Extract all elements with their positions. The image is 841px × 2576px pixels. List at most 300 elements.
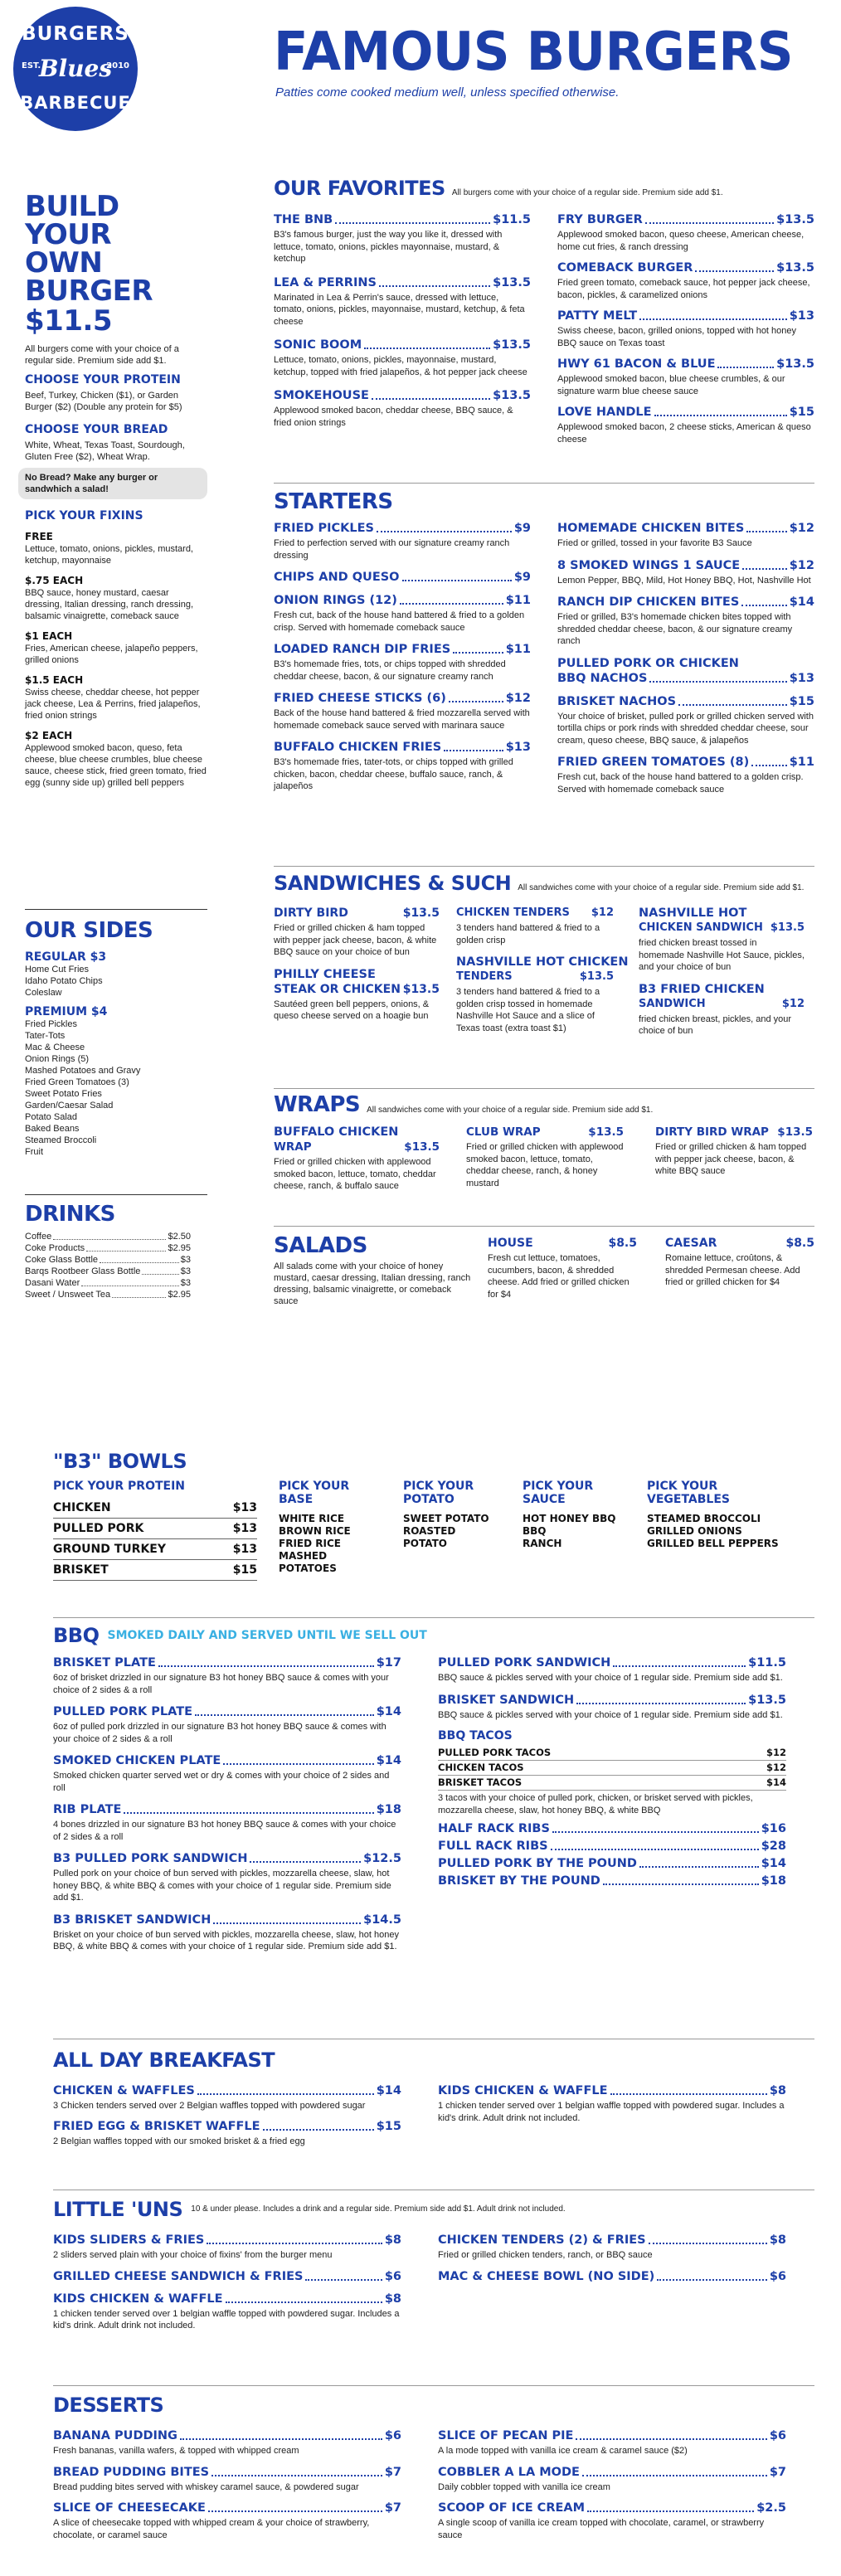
- bowl-option: STEAMED BROCCOLI: [647, 1513, 761, 1524]
- wraps-header: [274, 1093, 653, 1116]
- drink-name: Dasani Water: [25, 1278, 80, 1288]
- item-price: $13.5: [776, 357, 814, 371]
- item-name: SCOOP OF ICE CREAM: [438, 2501, 586, 2515]
- kids-header: [53, 2198, 566, 2221]
- divider: [53, 1617, 814, 1618]
- item-name: BRISKET BY THE POUND: [438, 1874, 600, 1888]
- drink-price: $3: [180, 1278, 191, 1288]
- divider: [274, 1226, 814, 1227]
- item-price: $18: [761, 1874, 786, 1888]
- side-item: Sweet Potato Fries: [25, 1089, 102, 1099]
- item-price: $9: [513, 522, 531, 535]
- bowls-title: "B3" BOWLS: [53, 1450, 187, 1473]
- bbq-header: [53, 1624, 427, 1647]
- item-name: FRIED GREEN TOMATOES (8): [557, 756, 750, 769]
- menu-item: [53, 1851, 401, 1904]
- menu-item: [438, 2465, 786, 2494]
- bbq-left: [53, 1655, 401, 1961]
- item-description: BBQ sauce & pickles served with your choice of 1 regular side. Premium side add $1.: [438, 1673, 783, 1683]
- drink-row: [25, 1277, 191, 1289]
- dot-leader: [576, 1703, 746, 1704]
- menu-item: [488, 1236, 637, 1300]
- item-name: CHICKEN & WAFFLES: [53, 2084, 195, 2097]
- wrap-col-2: [466, 1125, 624, 1198]
- menu-item: [53, 2119, 401, 2148]
- wrap-col-1: [274, 1125, 440, 1201]
- protein-options: Beef, Turkey, Chicken ($1), or Garden Burger ($2) (Double any protein for $5): [25, 391, 182, 412]
- item-name: SMOKEHOUSE: [274, 389, 369, 402]
- item-title-line: [557, 521, 814, 536]
- item-price: $15: [789, 694, 814, 708]
- item-price: $13.5: [402, 982, 440, 996]
- item-title-line: [665, 1236, 814, 1251]
- item-description: Marinated in Lea & Perrin's sauce, dressed with lettuce, tomato, onions, pickles, mayonnaise, mustard, ketchup, & feta cheese: [274, 292, 525, 327]
- dot-leader: [335, 222, 490, 224]
- bowl-option: GRILLED ONIONS: [647, 1525, 742, 1537]
- item-title-line: [438, 1693, 786, 1708]
- item-title-line: [274, 642, 531, 657]
- item-price: $11.5: [748, 1656, 786, 1670]
- item-price: $13: [505, 741, 531, 754]
- item-title-line: [557, 309, 814, 323]
- dot-leader: [124, 1812, 373, 1814]
- dot-leader: [576, 2438, 766, 2440]
- item-price: $13.5: [776, 261, 814, 275]
- page-title: FAMOUS BURGERS: [274, 22, 794, 83]
- dot-leader: [695, 270, 774, 272]
- bowl-protein-row: [53, 1519, 257, 1539]
- item-title-line: [557, 558, 814, 573]
- drinks-list: [25, 1231, 191, 1300]
- dot-leader: [657, 2279, 767, 2281]
- side-item: Baked Beans: [25, 1124, 80, 1134]
- item-price: $15: [789, 406, 814, 419]
- item-name: B3 PULLED PORK SANDWICH: [53, 1852, 248, 1865]
- item-title-line: [53, 1704, 401, 1719]
- regular-sides-heading: REGULAR $3: [25, 950, 107, 964]
- starters-right: [557, 521, 814, 804]
- menu-item: [557, 558, 814, 587]
- item-title-line: [274, 982, 440, 997]
- item-price: $8: [769, 2233, 786, 2247]
- item-title-line: [557, 595, 814, 610]
- dot-leader: [213, 1922, 361, 1924]
- side-item: Coleslaw: [25, 988, 62, 998]
- taco-price: $12: [766, 1762, 786, 1773]
- dot-leader: [81, 1277, 179, 1286]
- item-name: FULL RACK RIBS: [438, 1840, 548, 1853]
- taco-price: $12: [766, 1747, 786, 1758]
- item-name: HOUSE: [488, 1237, 533, 1250]
- favorites-left: [274, 212, 531, 439]
- item-name: LOADED RANCH DIP FRIES: [274, 643, 451, 656]
- item-description: A single scoop of vanilla ice cream topped with chocolate, caramel, or strawberry sauce: [438, 2518, 765, 2540]
- dot-leader: [654, 415, 787, 416]
- menu-item: [274, 906, 440, 959]
- item-price: $12: [781, 997, 805, 1010]
- favorites-note: All burgers come with your choice of a regular side. Premium side add $1.: [451, 188, 723, 197]
- bowls-base: [279, 1480, 378, 1575]
- menu-item: [438, 2233, 786, 2262]
- drinks-title: DRINKS: [25, 1202, 115, 1227]
- item-description: Fried or grilled chicken & ham topped with pepper jack cheese, bacon, & white BBQ sauce: [655, 1142, 807, 1176]
- item-title-line: [53, 2233, 401, 2248]
- bowl-option: SWEET POTATO: [403, 1513, 489, 1524]
- menu-item: [557, 357, 814, 397]
- kids-title: LITTLE 'UNS: [53, 2198, 183, 2221]
- item-price: $14: [376, 2084, 401, 2097]
- item-name: LOVE HANDLE: [557, 406, 652, 419]
- item-name: 8 SMOKED WINGS 1 SAUCE: [557, 558, 741, 572]
- item-name: SMOKED CHICKEN PLATE: [53, 1754, 221, 1767]
- desserts-left: [53, 2428, 401, 2549]
- drink-name: Sweet / Unsweet Tea: [25, 1290, 111, 1300]
- fixins-tier-options: Applewood smoked bacon, queso, feta cheese, blue cheese crumbles, blue cheese sauce, cheese stick, fried green tomato, fried egg (sunny side up) grilled bell peppers: [25, 743, 207, 788]
- bowls-potato: [403, 1480, 503, 1550]
- bowl-option-heading: PICK YOUR VEGETABLES: [647, 1480, 730, 1506]
- item-title-line: [438, 2465, 786, 2480]
- menu-item: [53, 2465, 401, 2494]
- side-item: Steamed Broccoli: [25, 1135, 97, 1145]
- starters-title: STARTERS: [274, 489, 393, 514]
- byob-price: $11.5: [25, 304, 113, 338]
- dot-leader: [402, 580, 512, 581]
- bread-heading: CHOOSE YOUR BREAD: [25, 423, 168, 436]
- side-item: Home Cut Fries: [25, 965, 90, 975]
- menu-item: [438, 2501, 786, 2541]
- bowl-option-heading: PICK YOUR POTATO: [403, 1480, 474, 1506]
- logo-bottom-text: BARBECUE: [20, 93, 131, 113]
- side-item: Garden/Caesar Salad: [25, 1101, 114, 1111]
- dot-leader: [746, 531, 786, 532]
- bowls-protein-heading: PICK YOUR PROTEIN: [53, 1480, 186, 1493]
- item-price: $11: [505, 594, 531, 607]
- item-price: $14: [376, 1705, 401, 1718]
- item-title-line: [53, 2501, 401, 2515]
- dot-leader: [208, 2510, 382, 2512]
- taco-row: [438, 1761, 786, 1776]
- byob-title: BUILD YOUR: [25, 190, 119, 251]
- sandwiches-note: All sandwiches come with your choice of a regular side. Premium side add $1.: [518, 883, 805, 892]
- menu-item: [53, 2269, 401, 2284]
- bbq-tacos-heading: BBQ TACOS: [438, 1729, 513, 1742]
- logo-year: 2010: [106, 61, 129, 70]
- bowl-protein-price: $13: [232, 1543, 257, 1556]
- bowl-option: FRIED RICE: [279, 1538, 341, 1549]
- item-name: BBQ NACHOS: [557, 671, 648, 685]
- dot-leader: [364, 348, 490, 349]
- item-description: Fried or grilled, B3's homemade chicken bites topped with shredded cheddar cheese, bacon, & our signature creamy ranch: [557, 612, 793, 646]
- bowl-option: RANCH: [523, 1538, 562, 1549]
- bowl-protein-name: CHICKEN: [53, 1501, 111, 1514]
- side-item: Fried Green Tomatoes (3): [25, 1077, 129, 1087]
- dot-leader: [180, 2438, 382, 2440]
- item-description: Fried or grilled chicken tenders, ranch, or BBQ sauce: [438, 2250, 653, 2260]
- item-price: $13.5: [748, 1693, 786, 1707]
- item-title-line: [466, 1125, 624, 1140]
- dot-leader: [678, 704, 787, 706]
- item-description: BBQ sauce & pickles served with your choice of 1 regular side. Premium side add $1.: [438, 1709, 783, 1720]
- item-title-line: [639, 997, 805, 1012]
- item-name: LEA & PERRINS: [274, 275, 377, 289]
- item-name: COMEBACK BURGER: [557, 261, 693, 275]
- menu-item: [53, 1753, 401, 1794]
- item-name-line1: PULLED PORK OR CHICKEN: [557, 656, 739, 670]
- item-description: Lettuce, tomato, onions, pickles, mayonnaise, mustard, ketchup, topped with fried jalapeños, & hot pepper jack cheese: [274, 355, 527, 377]
- item-title-line: [53, 2428, 401, 2443]
- menu-item: [53, 1802, 401, 1843]
- dot-leader: [639, 1866, 759, 1868]
- dot-leader: [372, 398, 490, 400]
- bowl-protein-price: $15: [232, 1563, 257, 1577]
- item-description: Applewood smoked bacon, 2 cheese sticks, American & queso cheese: [557, 422, 811, 445]
- item-description: Applewood smoked bacon, blue cheese crumbles, & our signature warm blue cheese sauce: [557, 374, 785, 396]
- item-name: PULLED PORK SANDWICH: [438, 1656, 611, 1670]
- wrap-col-3: [655, 1125, 813, 1186]
- bbq-extra-list: [438, 1821, 786, 1888]
- item-title-line: [53, 1851, 401, 1866]
- menu-item: [665, 1236, 814, 1289]
- fixins-tier-options: Lettuce, tomato, onions, pickles, mustard, ketchup, mayonnaise: [25, 544, 193, 566]
- item-description: Fried or grilled, tossed in your favorite B3 Sauce: [557, 538, 752, 548]
- item-name-line1: B3 FRIED CHICKEN: [639, 982, 765, 996]
- item-price: $8.5: [608, 1237, 637, 1250]
- menu-item: [639, 982, 805, 1038]
- item-name: HWY 61 BACON & BLUE: [557, 357, 716, 371]
- salad-house: [488, 1236, 637, 1309]
- item-name: SLICE OF PECAN PIE: [438, 2429, 574, 2442]
- bowl-protein-name: GROUND TURKEY: [53, 1543, 167, 1556]
- side-item: Onion Rings (5): [25, 1054, 90, 1064]
- item-price: $7: [384, 2465, 401, 2479]
- item-description: Fresh cut lettuce, tomatoes, cucumbers, bacon, & shredded cheese. Add fried or grilled chicken for $4: [488, 1253, 630, 1300]
- drink-price: $2.95: [168, 1290, 191, 1300]
- item-title-line: [53, 2292, 401, 2306]
- bowl-protein-name: PULLED PORK: [53, 1522, 144, 1535]
- item-title-line: [557, 755, 814, 770]
- item-name-line1: PHILLY CHEESE: [274, 967, 376, 981]
- item-name: SLICE OF CHEESECAKE: [53, 2501, 206, 2515]
- dot-leader: [742, 568, 787, 570]
- item-title-line: [53, 1655, 401, 1670]
- item-name: HALF RACK RIBS: [438, 1822, 550, 1835]
- menu-item: [274, 593, 531, 634]
- item-description: Swiss cheese, bacon, grilled onions, topped with hot honey BBQ sauce on Texas toast: [557, 326, 797, 348]
- item-description: Fried to perfection served with our signature creamy ranch dressing: [274, 538, 510, 561]
- bowl-protein-price: $13: [232, 1501, 257, 1514]
- bowl-option-heading: PICK YOUR BASE: [279, 1480, 350, 1506]
- bbq-tacos-desc: 3 tacos with your choice of pulled pork, chicken, or brisket served with pickles, mozzarella cheese, slaw, hot honey BBQ, & white BBQ: [438, 1793, 753, 1815]
- desserts-right: [438, 2428, 786, 2549]
- sandwich-col-1: [274, 906, 440, 1031]
- bowl-protein-row: [53, 1560, 257, 1581]
- item-name: B3 BRISKET SANDWICH: [53, 1913, 211, 1927]
- item-description: Brisket on your choice of bun served with pickles, mozzarella cheese, slaw, hot honey BBQ, & white BBQ & comes with your choice of 1 regular side. Premium side add $1.: [53, 1929, 399, 1951]
- menu-item: [466, 1125, 624, 1189]
- dot-leader: [613, 1665, 746, 1667]
- wraps-note: All sandwiches come with your choice of a regular side. Premium side add $1.: [367, 1106, 654, 1115]
- item-name: CHICKEN TENDERS (2) & FRIES: [438, 2233, 646, 2247]
- item-name: KIDS SLIDERS & FRIES: [53, 2233, 205, 2247]
- menu-item: [438, 2269, 786, 2284]
- item-name-line1: BUFFALO CHICKEN: [274, 1125, 399, 1139]
- item-description: Applewood smoked bacon, queso cheese, American cheese, home cut fries, & ranch dressing: [557, 230, 805, 252]
- taco-name: CHICKEN TACOS: [438, 1762, 524, 1773]
- item-title-line: [53, 2119, 401, 2134]
- menu-item: [274, 691, 531, 731]
- item-name: COBBLER A LA MODE: [438, 2465, 580, 2479]
- bowl-option-heading: PICK YOUR SAUCE: [523, 1480, 594, 1506]
- item-name: CAESAR: [665, 1237, 717, 1250]
- menu-item: [557, 694, 814, 747]
- menu-item: [438, 1655, 786, 1684]
- item-title-line: [53, 1913, 401, 1927]
- item-title-line: [655, 1125, 813, 1140]
- dot-leader: [305, 2279, 382, 2281]
- item-name: RANCH DIP CHICKEN BITES: [557, 595, 740, 609]
- menu-item: [53, 2501, 401, 2541]
- protein-heading: CHOOSE YOUR PROTEIN: [25, 373, 181, 386]
- menu-item: [557, 755, 814, 795]
- item-price: $6: [384, 2269, 401, 2283]
- divider: [274, 1088, 814, 1089]
- dot-leader: [263, 2129, 374, 2131]
- item-name: GRILLED CHEESE SANDWICH & FRIES: [53, 2269, 304, 2283]
- premium-sides-heading: PREMIUM $4: [25, 1005, 108, 1018]
- bowl-option: BBQ: [523, 1525, 547, 1537]
- item-name: BRISKET NACHOS: [557, 694, 677, 708]
- menu-item: [274, 967, 440, 1023]
- dot-leader: [741, 605, 786, 606]
- menu-item: [274, 642, 531, 683]
- bbq-title: BBQ: [53, 1624, 100, 1647]
- sandwich-col-3: [639, 906, 805, 1046]
- dot-leader: [211, 2475, 382, 2476]
- menu-item: [53, 1704, 401, 1745]
- menu-item: [557, 405, 814, 445]
- item-title-line: [456, 906, 614, 921]
- item-description: Back of the house hand battered & fried mozzarella served with homemade comeback sauce served with marinara sauce: [274, 708, 530, 731]
- drink-row: [25, 1254, 191, 1266]
- item-name: FRIED CHEESE STICKS (6): [274, 692, 446, 705]
- dot-leader: [207, 2243, 382, 2244]
- item-name: HOMEMADE CHICKEN BITES: [557, 522, 745, 535]
- item-description: A slice of cheesecake topped with whipped cream & your choice of strawberry, chocolate, or caramel sauce: [53, 2518, 370, 2540]
- dot-leader: [649, 681, 786, 683]
- item-title-line: [274, 212, 531, 227]
- divider: [274, 866, 814, 867]
- item-name: FRY BURGER: [557, 213, 643, 226]
- item-description: Fried green tomato, comeback sauce, hot pepper jack cheese, bacon, pickles, & caramelized onions: [557, 278, 810, 300]
- side-item: Tater-Tots: [25, 1031, 66, 1041]
- menu-item: [557, 260, 814, 301]
- item-price: $13.5: [493, 338, 531, 352]
- item-description: 2 sliders served plain with your choice of fixins' from the burger menu: [53, 2250, 333, 2260]
- item-description: A la mode topped with vanilla ice cream & caramel sauce ($2): [438, 2446, 688, 2456]
- item-title-line: [438, 2269, 786, 2284]
- item-name: THE BNB: [274, 213, 333, 226]
- item-description: Fresh cut, back of the house hand battered to a golden crisp. Served with homemade comeback sauce: [557, 772, 804, 795]
- breakfast-left: [53, 2083, 401, 2154]
- item-description: 3 tenders hand battered & fried to a golden crisp: [456, 923, 600, 945]
- item-price: $13: [789, 671, 814, 685]
- item-price: $14: [376, 1754, 401, 1767]
- item-title-line: [274, 521, 531, 536]
- dot-leader: [223, 1763, 373, 1765]
- item-description: 3 Chicken tenders served over 2 Belgian waffles topped with powdered sugar: [53, 2101, 366, 2111]
- item-price: $13.5: [579, 970, 614, 983]
- item-title-line: [488, 1236, 637, 1251]
- item-name: BANANA PUDDING: [53, 2429, 177, 2442]
- item-title-line: [438, 2083, 786, 2098]
- drink-name: Coke Products: [25, 1243, 85, 1253]
- sandwiches-header: [274, 872, 804, 894]
- bowl-option: ROASTED POTATO: [403, 1525, 456, 1549]
- menu-item: [438, 1874, 786, 1888]
- starters-left: [274, 521, 531, 801]
- page-subtitle: Patties come cooked medium well, unless specified otherwise.: [275, 85, 620, 100]
- dot-leader: [112, 1289, 166, 1298]
- menu-item: [438, 1693, 786, 1722]
- dot-leader: [226, 2301, 382, 2303]
- sandwich-col-2: [456, 906, 629, 1043]
- item-price: $18: [376, 1803, 401, 1816]
- fixins-tier-options: BBQ sauce, honey mustard, caesar dressing, Italian dressing, ranch dressing, balsamic vinaigrette, comeback sauce: [25, 588, 193, 621]
- bowl-option: MASHED POTATOES: [279, 1550, 337, 1574]
- item-description: Fried or grilled chicken & ham topped with pepper jack cheese, bacon, & white BBQ sauce on your choice of bun: [274, 923, 437, 957]
- bowls-sauce: [523, 1480, 622, 1550]
- drink-name: Barqs Rootbeer Glass Bottle: [25, 1266, 141, 1276]
- item-name-line1: NASHVILLE HOT: [639, 906, 747, 920]
- dot-leader: [400, 603, 503, 605]
- dot-leader: [53, 1231, 166, 1240]
- bowl-protein-price: $13: [232, 1522, 257, 1535]
- menu-item: [274, 388, 531, 429]
- sides-section: [25, 919, 207, 1158]
- fixins-tier-heading: $1.5 EACH: [25, 674, 84, 686]
- drink-price: $2.50: [168, 1232, 191, 1242]
- item-name: SONIC BOOM: [274, 338, 362, 352]
- item-description: 6oz of brisket drizzled in our signature B3 hot honey BBQ sauce & comes with your choice of 2 sides & a roll: [53, 1673, 389, 1695]
- side-item: Potato Salad: [25, 1112, 77, 1122]
- drink-name: Coffee: [25, 1232, 52, 1242]
- item-title-line: [53, 2465, 401, 2480]
- item-description: Bread pudding bites served with whiskey caramel sauce, & powdered sugar: [53, 2481, 359, 2492]
- item-description: B3's homemade fries, tater-tots, or chips topped with grilled chicken, bacon, cheddar cheese, buffalo sauce, ranch, & jalapeños: [274, 757, 513, 791]
- item-title-line: [274, 691, 531, 706]
- item-title-line: [53, 2269, 401, 2284]
- fixins-heading: PICK YOUR FIXINS: [25, 509, 143, 522]
- item-description: Romaine lettuce, croûtons, & shredded Permesan cheese. Add fried or grilled chicken for $4: [665, 1253, 800, 1287]
- menu-item: [274, 338, 531, 378]
- item-description: Your choice of brisket, pulled pork or grilled chicken served with tortilla chips or pork rinds with shredded cheddar cheese, sour cream, queso cheese, BBQ sauce, & jalapeños: [557, 711, 814, 746]
- bowl-option: HOT HONEY BBQ: [523, 1513, 616, 1524]
- item-title-line: [53, 1753, 401, 1768]
- item-name: TENDERS: [456, 970, 513, 983]
- item-price: $11: [789, 756, 814, 769]
- dot-leader: [142, 1266, 178, 1275]
- item-description: 4 bones drizzled in our signature B3 hot honey BBQ sauce & comes with your choice of 2 sides & a roll: [53, 1820, 396, 1842]
- item-name: BRISKET PLATE: [53, 1656, 156, 1670]
- breakfast-right: [438, 2083, 786, 2131]
- item-price: $12: [591, 906, 614, 919]
- item-price: $13.5: [493, 389, 531, 402]
- item-name: CHICKEN TENDERS: [456, 906, 570, 919]
- item-price: $8: [384, 2233, 401, 2247]
- item-title-line: [438, 1821, 786, 1836]
- menu-item: [274, 275, 531, 328]
- item-name: CLUB WRAP: [466, 1125, 541, 1139]
